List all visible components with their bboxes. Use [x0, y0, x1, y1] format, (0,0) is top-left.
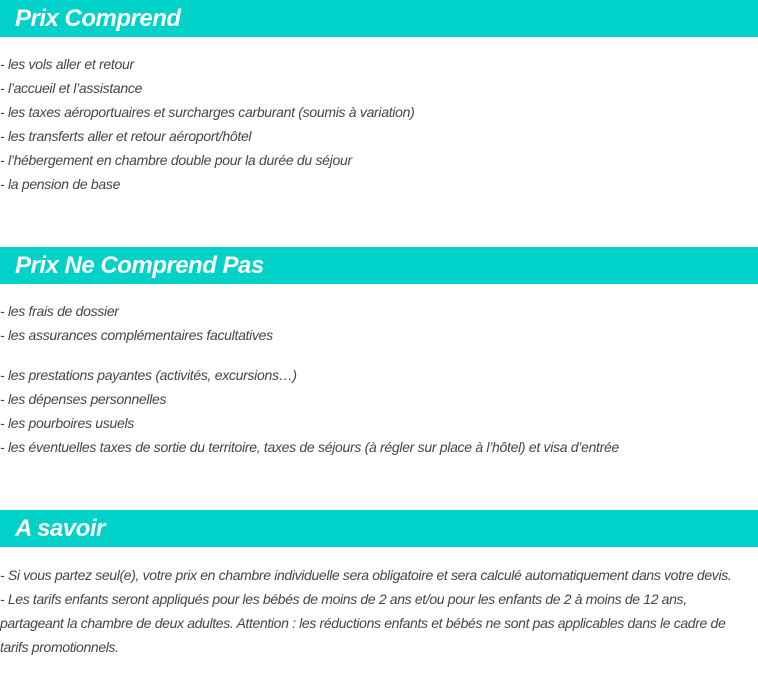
list-item: - les prestations payantes (activités, excursions…): [0, 367, 297, 383]
section-header-prix-ne-comprend-pas: [0, 247, 758, 284]
info-paragraph: - Les tarifs enfants seront appliqués pour les bébés de moins de 2 ans et/ou pour les enfants de 2 à moins de 12 ans, partageant la chambre de deux adultes. Attention : les réductions enfants et bébés ne sont pas applicables dans le cadre de tarifs promotionnels.: [0, 591, 726, 655]
list-item: - les éventuelles taxes de sortie du territoire, taxes de séjours (à régler sur place à l’hôtel) et visa d’entrée: [0, 439, 619, 455]
list-item: - les transferts aller et retour aéroport/hôtel: [0, 128, 252, 144]
list-item: - la pension de base: [0, 176, 121, 192]
list-item: - les taxes aéroportuaires et surcharges carburant (soumis à variation): [0, 104, 415, 120]
section-header-a-savoir: [0, 510, 758, 547]
section-title: Prix Ne Comprend Pas: [15, 252, 264, 279]
list-item: - l’accueil et l’assistance: [0, 80, 143, 96]
section-title: A savoir: [15, 515, 105, 542]
list-item: - les dépenses personnelles: [0, 391, 167, 407]
section-title: Prix Comprend: [15, 5, 181, 32]
list-item: - l’hébergement en chambre double pour la durée du séjour: [0, 152, 352, 168]
list-item: - les vols aller et retour: [0, 56, 134, 72]
list-item: - les pourboires usuels: [0, 415, 134, 431]
excluded-list-group-1: [0, 299, 758, 347]
included-list: [0, 52, 758, 196]
list-item: - les frais de dossier: [0, 303, 119, 319]
list-item: - les assurances complémentaires facultatives: [0, 327, 273, 343]
section-header-prix-comprend: [0, 0, 758, 37]
info-paragraph: - Si vous partez seul(e), votre prix en chambre individuelle sera obligatoire et sera calculé automatiquement dans votre devis.: [0, 567, 732, 583]
excluded-list-group-2: [0, 363, 758, 459]
info-paragraphs: [0, 563, 758, 659]
